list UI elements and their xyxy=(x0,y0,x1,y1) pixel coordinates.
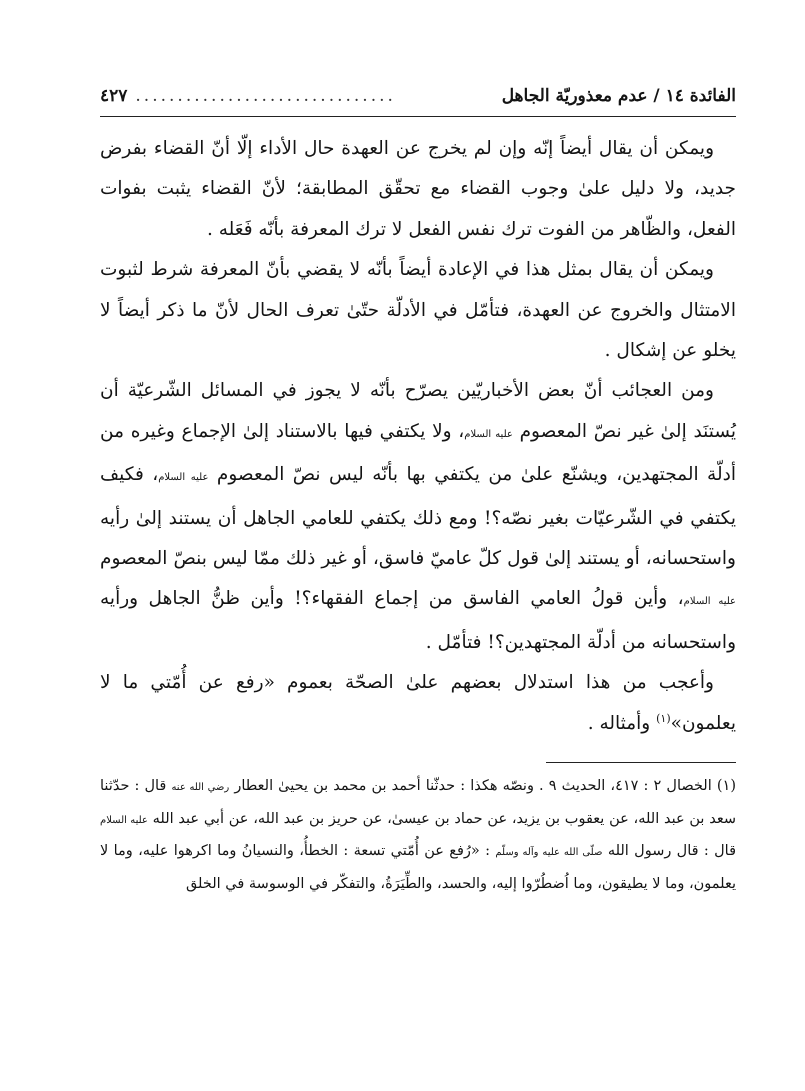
honorific-2: عليه السلام xyxy=(158,472,209,484)
footnote-1 xyxy=(100,771,736,899)
paragraph-3-text-4: ، وأين قولُ العامي الفاسق من إجماع الفقهاء؟! وأين ظنُّ الجاهل ورأيه واستحسانه من أدلّة المجتهدين؟! فتأمّل . xyxy=(100,588,736,653)
header-title: الفائدة ١٤ / عدم معذوريّة الجاهل xyxy=(501,86,736,106)
paragraph-3-text-3: ، فكيف يكتفي في الشّرعيّات بغير نصّه؟! ومع ذلك يكتفي للعامي الجاهل أن يستند إلىٰ رأيه واستحسانه، أو يستند إلىٰ قول كلّ عاميّ فاسق، أو غير ذلك ممّا ليس بنصّ المعصوم xyxy=(100,464,736,570)
paragraph-3 xyxy=(100,371,736,663)
page-number: ٤٢٧ xyxy=(100,86,128,106)
paragraph-3-text-2: ، ولا يكتفي فيها بالاستناد إلىٰ الإجماع وغيره من أدلّة المجتهدين، ويشنّع علىٰ من يكتفي بها بأنّه ليس نصّ المعصوم xyxy=(100,420,736,486)
footnote-text-4: : «رُفع عن أُمّتي تسعة : الخطأُ، والنسيانُ وما اكرهوا عليه، وما لا يعلمون، وما لا يطيقون، وما اُضطُرّوا إليه، والحسد، والطِّيَرَةُ، والتفكّر في الوسوسة في الخلق xyxy=(100,843,736,892)
paragraph-2: ويمكن أن يقال بمثل هذا في الإعادة أيضاً بأنّه لا يقضي بأنّ المعرفة شرط لثبوت الامتثال والخروج عن العهدة، فتأمّل في الأدلّة حتّىٰ تعرف الحال لأنّ ما ذكر أيضاً لا يخلو عن إشكال . xyxy=(100,259,736,362)
footnote-text-2: قال : حدّثنا سعد بن عبد الله، عن يعقوب بن يزيد، عن حماد بن عيسىٰ، عن حريز بن عبد الله، عن أبي عبد الله xyxy=(100,778,736,827)
footnote-reference[interactable]: (١) xyxy=(656,711,671,725)
honorific-1: عليه السلام xyxy=(464,428,513,440)
paragraph-4-text-2: وأمثاله . xyxy=(587,712,657,734)
footnote-divider xyxy=(546,762,736,763)
footnote-honorific-2: عليه السلام xyxy=(100,814,148,826)
honorific-3: عليه السلام xyxy=(683,596,736,608)
book-page xyxy=(100,86,736,899)
paragraph-4 xyxy=(100,663,736,744)
page-body xyxy=(100,129,736,744)
footnote-honorific-3: صلّى الله عليه وآله وسلّم xyxy=(495,847,603,859)
footnote-text-3: قال : قال رسول الله xyxy=(607,843,737,860)
footnote-honorific-1: رضي الله عنه xyxy=(171,782,230,794)
footnote-text-1: الخصال ٢ : ٤١٧، الحديث ٩ . ونصّه هكذا : حدثّنا أحمد بن محمد بن يحيىٰ العطار xyxy=(234,778,717,795)
running-header xyxy=(100,86,736,117)
paragraph-4-text-1: وأعجب من هذا استدلال بعضهم علىٰ الصحّة بعموم «رفع عن أُمّتي ما لا يعلمون» xyxy=(100,672,736,734)
header-leader-dots: ............................... xyxy=(135,86,396,106)
paragraph-3-text-1: ومن العجائب أنّ بعض الأخباريّين يصرّح بأنّه لا يجوز في المسائل الشّرعيّة أن يُستنَد إلىٰ غير نصّ المعصوم xyxy=(100,380,736,442)
paragraph-1: ويمكن أن يقال أيضاً إنّه وإن لم يخرج عن العهدة حال الأداء إلّا أنّ القضاء بفرض جديد، ولا دليل علىٰ وجوب القضاء مع تحقّق المطابقة؛ لأنّ القضاء يثبت بفوات الفعل، والظّاهر من الفوت ترك نفس الفعل لا ترك المعرفة بأنّه فَعَله . xyxy=(100,138,736,240)
footnote-number: (١) xyxy=(716,778,736,795)
